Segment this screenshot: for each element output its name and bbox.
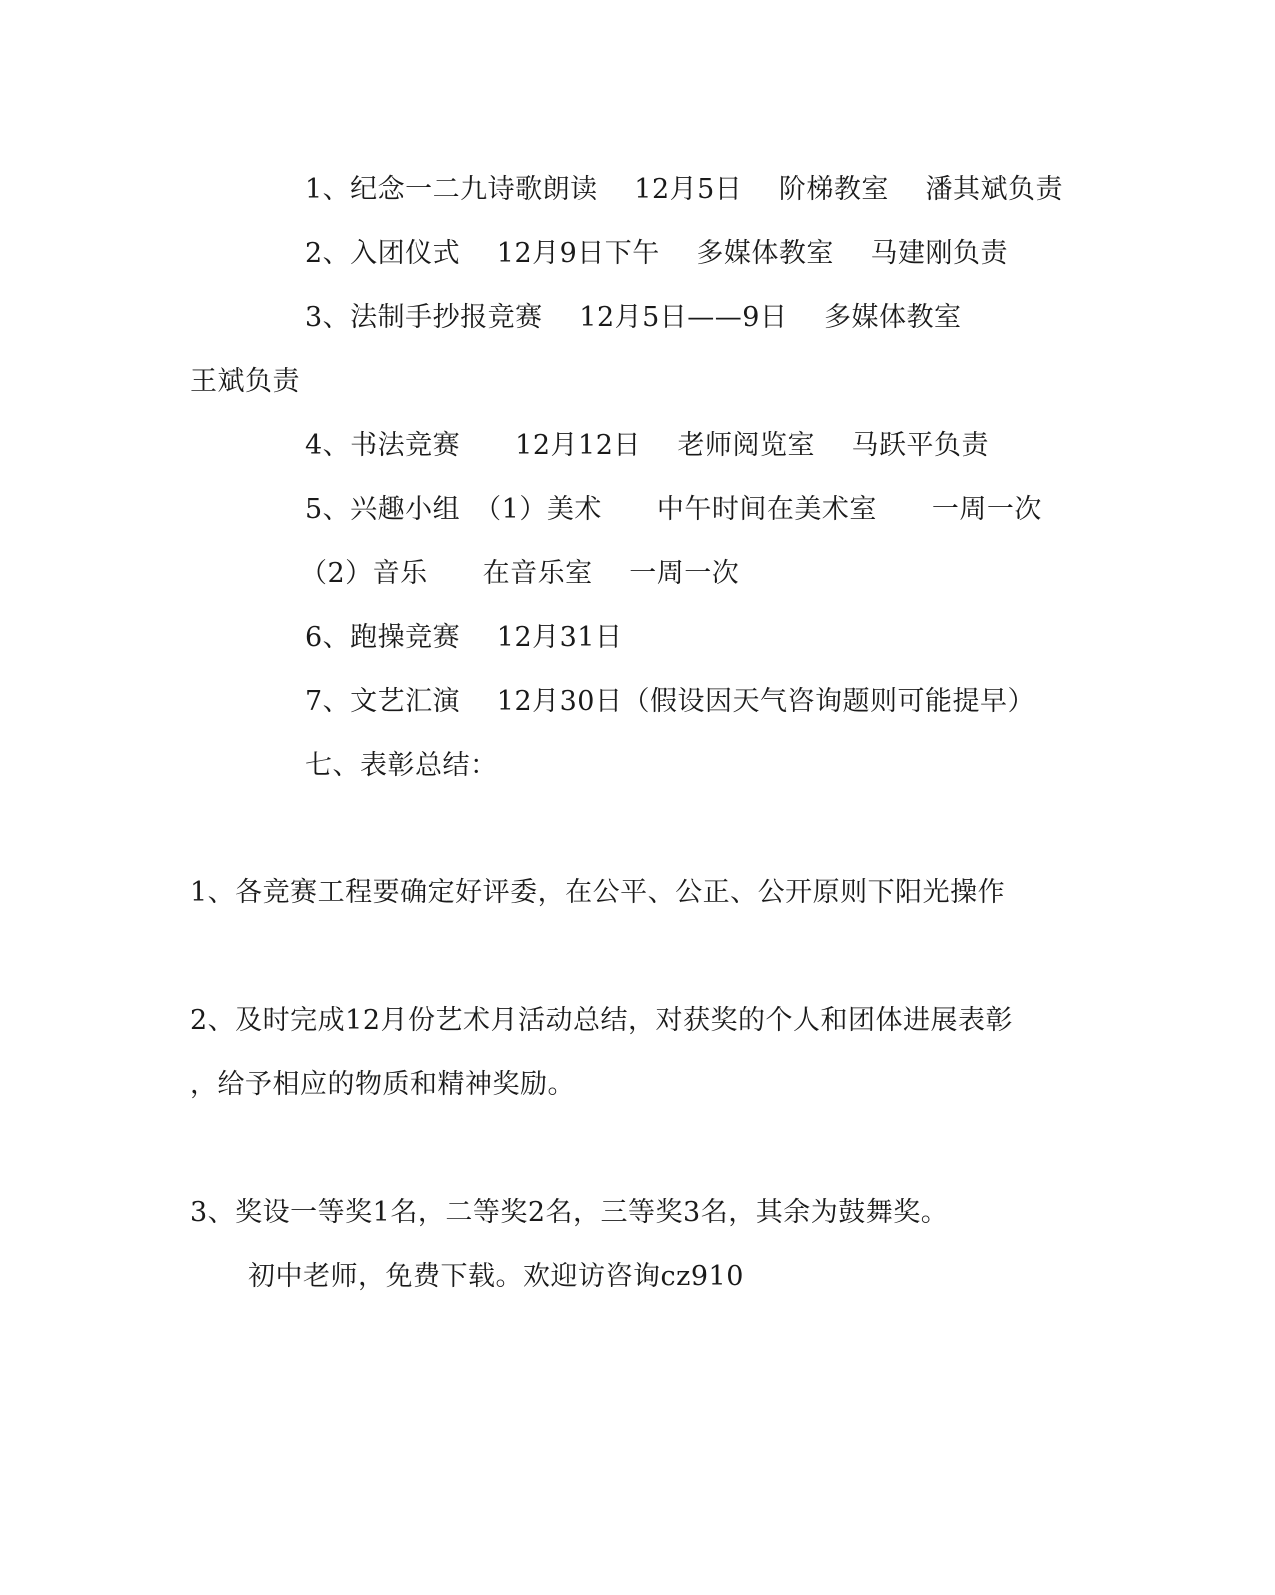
activity-item-5-continued: （2）音乐 在音乐室 一周一次 (300, 558, 740, 589)
summary-item-2-continued: ，给予相应的物质和精神奖励。 (190, 1069, 575, 1100)
summary-item-1: 1、各竞赛工程要确定好评委，在公平、公正、公开原则下阳光操作 (190, 877, 1006, 908)
activity-item-6: 6、跑操竞赛 12月31日 (305, 622, 623, 653)
activity-item-3-continued: 王斌负责 (190, 366, 300, 397)
activity-item-2: 2、入团仪式 12月9日下午 多媒体教室 马建刚负责 (305, 238, 1008, 269)
activity-item-7: 7、文艺汇演 12月30日（假设因天气咨询题则可能提早） (305, 686, 1035, 717)
activity-item-3: 3、法制手抄报竞赛 12月5日——9日 多媒体教室 (305, 302, 962, 333)
summary-item-2: 2、及时完成12月份艺术月活动总结，对获奖的个人和团体进展表彰 (190, 1005, 1014, 1036)
activity-item-1: 1、纪念一二九诗歌朗读 12月5日 阶梯教室 潘其斌负责 (305, 174, 1063, 205)
activity-item-4: 4、书法竞赛 12月12日 老师阅览室 马跃平负责 (305, 430, 990, 461)
activity-item-5: 5、兴趣小组 （1）美术 中午时间在美术室 一周一次 (305, 494, 1042, 525)
footer-note: 初中老师，免费下载。欢迎访咨询cz910 (248, 1261, 744, 1292)
section-heading: 七、表彰总结： (305, 750, 498, 781)
summary-item-3: 3、奖设一等奖1名，二等奖2名，三等奖3名，其余为鼓舞奖。 (190, 1197, 949, 1228)
